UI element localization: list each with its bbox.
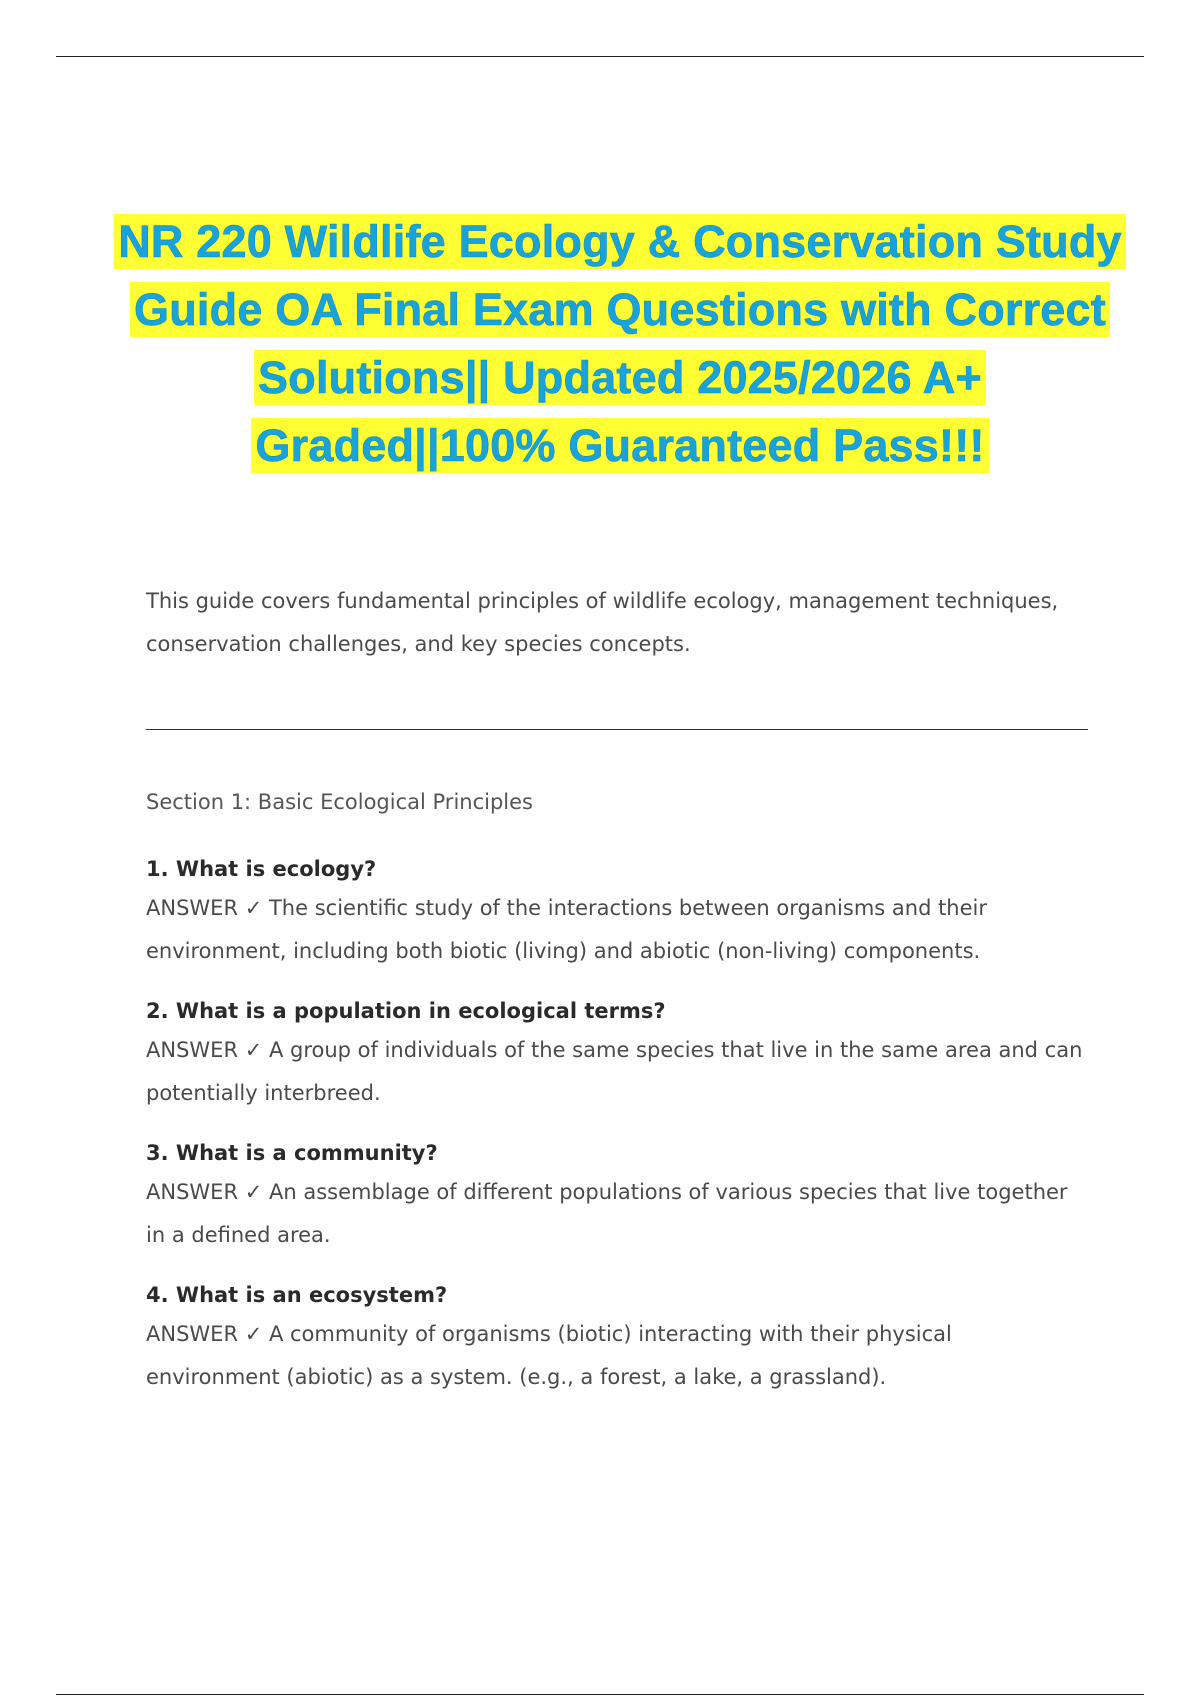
intro-paragraph: This guide covers fundamental principles of wildlife ecology, management techniques, conservation challenges, and key species concepts. <box>146 589 1059 656</box>
answer: ANSWER ✓ A group of individuals of the same species that live in the same area and can potentially interbreed. <box>146 1038 1083 1105</box>
qa-item <box>146 993 1091 1115</box>
section-title: Section 1: Basic Ecological Principles <box>146 790 533 814</box>
section-divider <box>146 729 1088 730</box>
qa-item <box>146 1135 1091 1257</box>
question: 3. What is a community? <box>146 1141 438 1165</box>
answer: ANSWER ✓ An assemblage of different populations of various species that live together in a defined area. <box>146 1180 1068 1247</box>
top-rule <box>56 56 1144 57</box>
document-title-block <box>100 208 1140 480</box>
qa-item <box>146 1277 1091 1399</box>
question: 1. What is ecology? <box>146 857 377 881</box>
document-title: NR 220 Wildlife Ecology & Conservation Study Guide OA Final Exam Questions with Correct Solutions|| Updated 2025/2026 A+ Graded||100% Guaranteed Pass!!! <box>114 214 1126 473</box>
qa-list <box>146 851 1091 1419</box>
question: 2. What is a population in ecological terms? <box>146 999 666 1023</box>
question: 4. What is an ecosystem? <box>146 1283 448 1307</box>
qa-item <box>146 851 1091 973</box>
answer: ANSWER ✓ The scientific study of the interactions between organisms and their environment, including both biotic (living) and abiotic (non-living) components. <box>146 896 988 963</box>
bottom-rule <box>56 1694 1144 1695</box>
answer: ANSWER ✓ A community of organisms (biotic) interacting with their physical environment (abiotic) as a system. (e.g., a forest, a lake, a grassland). <box>146 1322 952 1389</box>
